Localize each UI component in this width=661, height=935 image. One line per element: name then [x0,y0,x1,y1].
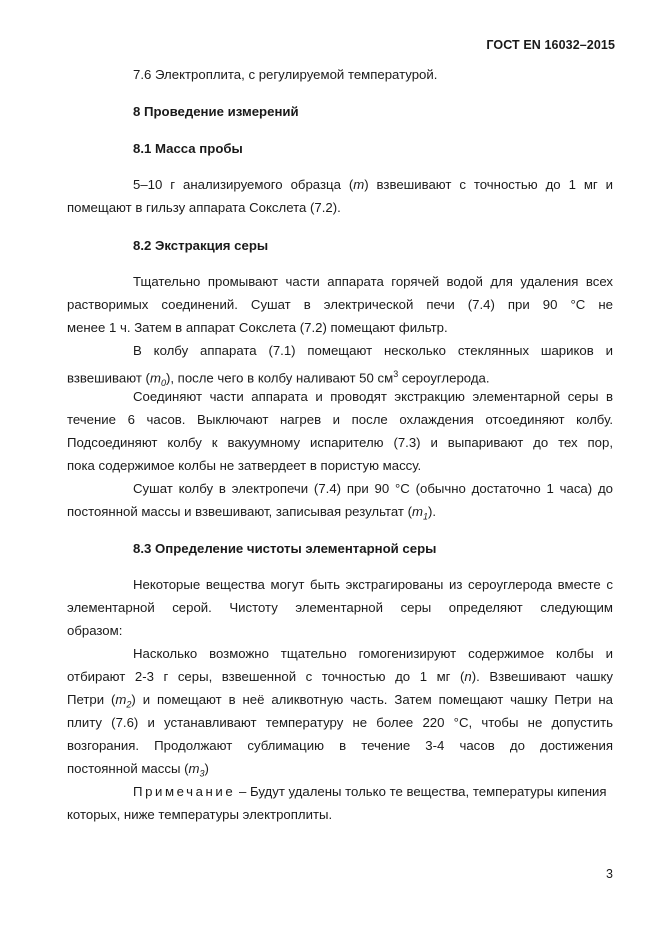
s8-2-p1-line-2: растворимых соединений. Сушат в электрической печи (7.4) при 90 °С не [67,297,613,312]
s8-3-p2-line-3: Петри $(m_2)$ и помещают в неё аликвотную часть. Затем помещают чашку Петри на [67,692,613,710]
s8-3-p2-line-1: Насколько возможно тщательно гомогенизируют содержимое колбы и [133,646,613,661]
note-label: Примечание [133,784,236,799]
clause-7-6: 7.6 Электроплита, с регулируемой температурой. [133,67,438,82]
s8-2-p2-line-1: В колбу аппарата (7.1) помещают несколько стеклянных шариков и [133,343,613,358]
section-8-3-heading: 8.3 Определение чистоты элементарной серы [133,541,437,556]
s8-2-p4-line-2: постоянной массы и взвешивают, записывая результат $(m_1)$. [67,504,437,522]
s8-2-p2-line-2: взвешивают $(m_0)$, после чего в колбу наливают 50 $см^3$ сероуглерода. [67,369,490,389]
s8-3-p1-line-2: элементарной серой. Чистоту элементарной серы определяют следующим [67,600,613,615]
s8-2-p1-line-1: Тщательно промывают части аппарата горячей водой для удаления всех [133,274,613,289]
s8-1-line-1: 5–10 г анализируемого образца (m) взвешивают с точностью до 1 мг и [133,177,613,192]
s8-2-p3-line-2: течение 6 часов. Выключают нагрев и после охлаждения отсоединяют колбу. [67,412,613,427]
s8-2-p3-line-1: Соединяют части аппарата и проводят экстракцию элементарной серы в [133,389,613,404]
s8-3-p2-line-5: возгорания. Продолжают сублимацию в течение 3-4 часов до достижения [67,738,613,753]
page-number: 3 [606,867,613,881]
standard-designation: ГОСТ EN 16032–2015 [486,38,615,52]
section-8-2-heading: 8.2 Экстракция серы [133,238,269,253]
s8-2-p3-line-4: пока содержимое колбы не затвердеет в пористую массу. [67,458,422,473]
s8-3-note-line-2: которых, ниже температуры электроплиты. [67,807,333,822]
s8-2-p3-line-3: Подсоединяют колбу к вакуумному испарителю (7.3) и выпаривают до тех пор, [67,435,613,450]
s8-2-p4-line-1: Сушат колбу в электропечи (7.4) при 90 °С (обычно достаточно 1 часа) до [133,481,613,496]
s8-3-p1-line-3: образом: [67,623,123,638]
section-8-1-heading: 8.1 Масса пробы [133,141,243,156]
s8-3-p2-line-2: отбирают 2-3 г серы, взвешенной с точностью до 1 мг (n). Взвешивают чашку [67,669,613,684]
s8-1-line-2: помещают в гильзу аппарата Сокслета (7.2). [67,200,341,215]
s8-3-note-line-1: Примечание – Будут удалены только те вещества, температуры кипения [133,784,607,799]
s8-3-p2-line-6: постоянной массы $(m_3)$ [67,761,209,779]
section-8-heading: 8 Проведение измерений [133,104,299,119]
s8-3-p2-line-4: плиту (7.6) и устанавливают температуру не более 220 °С, чтобы не допустить [67,715,613,730]
s8-3-p1-line-1: Некоторые вещества могут быть экстрагированы из сероуглерода вместе с [133,577,613,592]
s8-2-p1-line-3: менее 1 ч. Затем в аппарат Сокслета (7.2) помещают фильтр. [67,320,448,335]
